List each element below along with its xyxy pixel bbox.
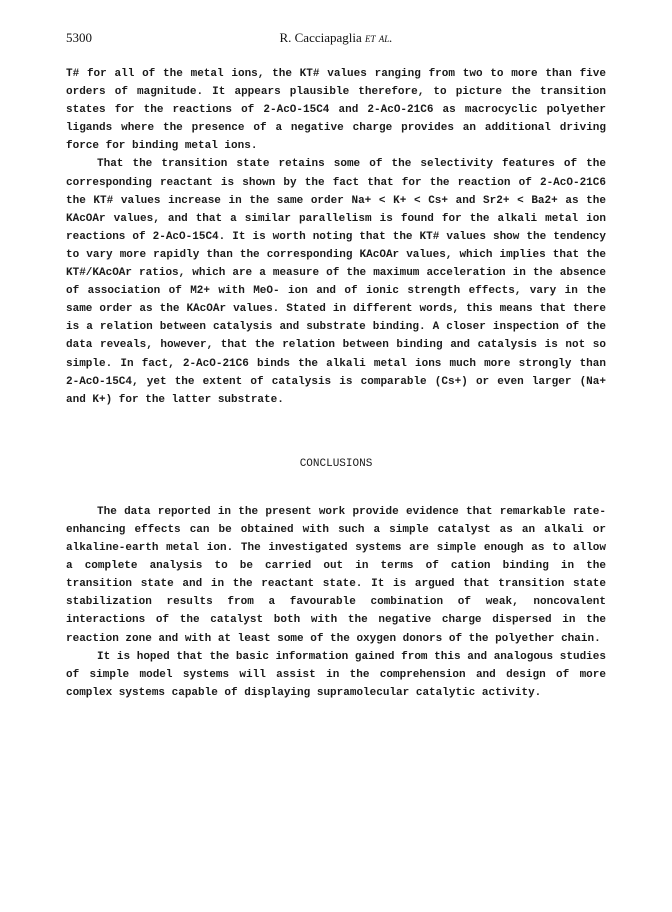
running-head-etal: et al.	[365, 30, 393, 45]
running-head	[66, 30, 606, 46]
paragraph: The data reported in the present work provide evidence that remarkable rate-enhancing effects can be obtained with such a simple catalyst as an alkali or alkaline-earth metal ion. The investigated systems are simple enough as to allow a complete analysis to be carried out in terms of cation binding in the transition state and in the reactant state. It is argued that transition state stabilization results from a favourable combination of weak, noncovalent interactions of the catalyst both with the negative charge dispersed in the reaction zone and with at least some of the oxygen donors of the polyether chain.	[66, 505, 606, 645]
article-body	[66, 65, 606, 702]
page-header	[66, 30, 606, 48]
paragraph: That the transition state retains some of the selectivity features of the corresponding reactant is shown by the fact that for the reaction of 2-AcO-21C6 the KT# values increase in the same order Na+ < K+ < Cs+ and Sr2+ < Ba2+ as the KAcOAr values, and that a similar parallelism is found for the alkali metal ion reactions of 2-AcO-15C4. It is worth noting that the KT# values show the tendency to vary more rapidly than the corresponding KAcOAr values, which implies that the KT#/KAcOAr ratios, which are a measure of the maximum acceleration in the absence of association of M2+ with MeO- ion and of ionic strength effects, vary in the same order as the KAcOAr values. Stated in different words, this means that there is a relation between catalysis and substrate binding. A closer inspection of the data reveals, however, that the relation between binding and catalysis is not so simple. In fact, 2-AcO-21C6 binds the alkali metal ions much more strongly than 2-AcO-15C4, yet the extent of catalysis is comparable (Cs+) or even larger (Na+ and K+) for the latter substrate.	[66, 158, 606, 406]
running-head-author: R. Cacciapaglia	[279, 30, 362, 45]
page-number: 5300	[66, 30, 92, 45]
paragraph: T# for all of the metal ions, the KT# values ranging from two to more than five orders of magnitude. It appears plausible therefore, to picture the transition states for the reactions of 2-AcO-15C4 and 2-AcO-21C6 as macrocyclic polyether ligands where the presence of a negative charge provides an additional driving force for binding metal ions.	[66, 68, 606, 153]
paragraph: It is hoped that the basic information gained from this and analogous studies of simple model systems will assist in the comprehension and design of more complex systems capable of displaying supramolecular catalytic activity.	[66, 650, 606, 699]
section-heading-conclusions: CONCLUSIONS	[299, 457, 373, 470]
